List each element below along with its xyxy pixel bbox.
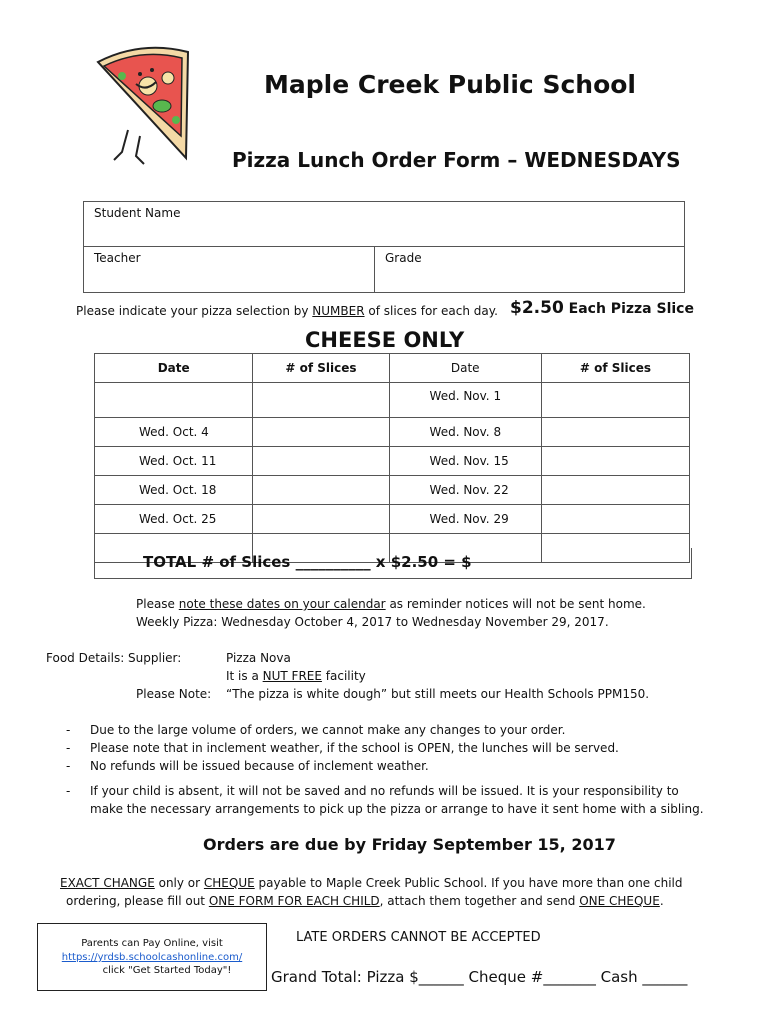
supplier-name: Pizza Nova (226, 651, 291, 665)
weekly-pizza-dates: Weekly Pizza: Wednesday October 4, 2017 to Wednesday November 29, 2017. (136, 615, 609, 629)
nut-free-note: It is a NUT FREE facility (226, 669, 366, 683)
grand-total-line[interactable]: Grand Total: Pizza $______ Cheque #_______ Cash ______ (271, 968, 688, 986)
slices-input-left-2[interactable] (253, 447, 389, 476)
slices-input-left-4[interactable] (253, 505, 389, 534)
slices-input-right-2[interactable] (541, 447, 689, 476)
student-info-box (83, 201, 685, 293)
food-details-label: Food Details: Supplier: (46, 651, 182, 665)
date-left-4: Wed. Oct. 25 (95, 505, 253, 534)
table-row (95, 383, 690, 418)
teacher-label: Teacher (94, 251, 141, 265)
selection-instructions: Please indicate your pizza selection by NUMBER of slices for each day. (76, 304, 498, 318)
header-slices-left: # of Slices (253, 354, 389, 383)
date-left-1: Wed. Oct. 4 (95, 418, 253, 447)
date-right-4: Wed. Nov. 29 (389, 505, 541, 534)
header-date-left: Date (95, 354, 253, 383)
teacher-field[interactable] (84, 247, 375, 292)
bullet-dash: - (66, 759, 71, 773)
total-slices-line[interactable]: TOTAL # of Slices __________ x $2.50 = $ (143, 553, 472, 571)
student-name-field[interactable] (84, 202, 684, 247)
bullet-dash: - (66, 784, 71, 798)
cheese-only-heading: CHEESE ONLY (305, 328, 465, 352)
slices-input-left-0[interactable] (253, 383, 389, 418)
price-per-slice: $2.50 Each Pizza Slice (510, 298, 694, 318)
date-right-0: Wed. Nov. 1 (389, 383, 541, 418)
date-right-3: Wed. Nov. 22 (389, 476, 541, 505)
form-title: Pizza Lunch Order Form – WEDNESDAYS (232, 148, 681, 172)
pizza-slice-icon (86, 40, 198, 172)
please-note-label: Please Note: (136, 687, 212, 701)
school-name: Maple Creek Public School (263, 70, 636, 99)
table-header-row (95, 354, 690, 383)
get-started-note: click "Get Started Today"! (102, 965, 232, 976)
payment-line2: ordering, please fill out ONE FORM FOR EACH CHILD, attach them together and send ONE CHEQUE. (66, 894, 664, 908)
bullet-item: Due to the large volume of orders, we cannot make any changes to your order. (90, 723, 566, 737)
header-date-right: Date (389, 354, 541, 383)
payment-line1: EXACT CHANGE only or CHEQUE payable to Maple Creek Public School. If you have more than one child (60, 876, 683, 890)
slices-input-left-1[interactable] (253, 418, 389, 447)
bullet-dash: - (66, 723, 71, 737)
bullet-item: No refunds will be issued because of inclement weather. (90, 759, 429, 773)
table-row (95, 447, 690, 476)
bullet-item: Please note that in inclement weather, if the school is OPEN, the lunches will be served. (90, 741, 619, 755)
online-line1: Parents can Pay Online, visit (81, 938, 223, 949)
date-right-1: Wed. Nov. 8 (389, 418, 541, 447)
late-orders-notice: LATE ORDERS CANNOT BE ACCEPTED (296, 930, 541, 945)
table-row (95, 476, 690, 505)
bullet-dash: - (66, 741, 71, 755)
grade-field[interactable] (375, 247, 684, 292)
header-slices-right: # of Slices (541, 354, 689, 383)
date-left-2: Wed. Oct. 11 (95, 447, 253, 476)
slices-input-right-0[interactable] (541, 383, 689, 418)
online-payment-link[interactable]: https://yrdsb.schoolcashonline.com/ (61, 952, 243, 963)
order-table (94, 353, 690, 563)
date-right-2: Wed. Nov. 15 (389, 447, 541, 476)
dough-note: “The pizza is white dough” but still meets our Health Schools PPM150. (226, 687, 650, 701)
slices-input-left-3[interactable] (253, 476, 389, 505)
online-payment-box (37, 923, 267, 991)
grade-label: Grade (385, 251, 422, 265)
slices-input-right-3[interactable] (541, 476, 689, 505)
slices-input-right-4[interactable] (541, 505, 689, 534)
date-left-3: Wed. Oct. 18 (95, 476, 253, 505)
table-row (95, 418, 690, 447)
absent-note-line1: If your child is absent, it will not be saved and no refunds will be issued. It is your responsibility to (90, 784, 679, 798)
date-left-0 (95, 383, 253, 418)
due-date: Orders are due by Friday September 15, 2017 (203, 835, 616, 854)
slices-input-right-1[interactable] (541, 418, 689, 447)
table-row (95, 505, 690, 534)
absent-note-line2: make the necessary arrangements to pick up the pizza or arrange to have it sent home with a sibling. (90, 802, 704, 816)
student-name-label: Student Name (94, 206, 181, 220)
calendar-note: Please note these dates on your calendar as reminder notices will not be sent home. (136, 597, 646, 611)
